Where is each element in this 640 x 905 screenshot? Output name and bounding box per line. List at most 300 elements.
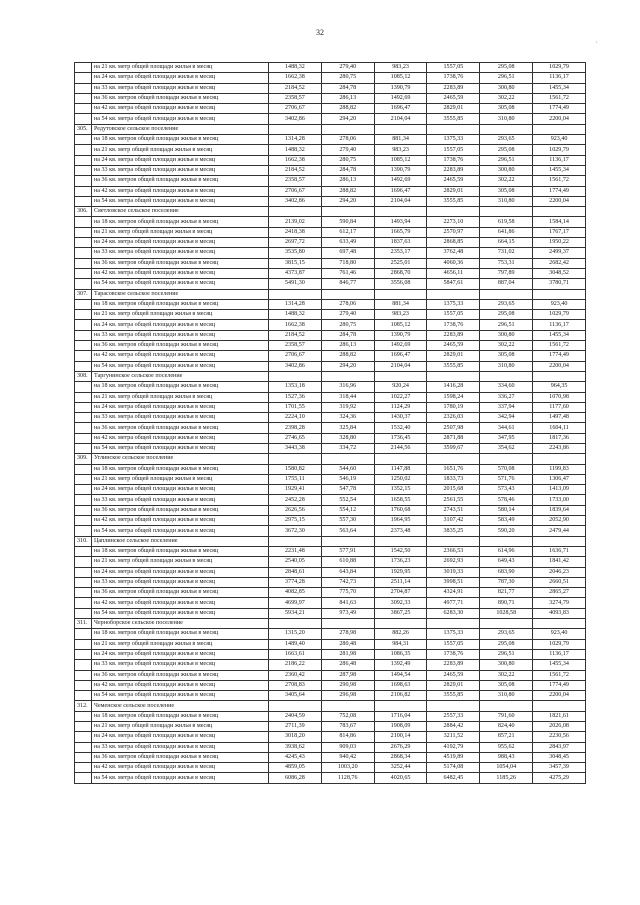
area-norm-label: на 33 кв. метра общей площади жилья в месяц — [92, 248, 269, 258]
value-cell: 787,30 — [480, 577, 533, 587]
value-cell: 1738,76 — [427, 320, 480, 330]
area-norm-label: на 21 кв. метр общей площади жилья в месяц — [92, 310, 269, 320]
row-number — [75, 588, 92, 598]
row-number — [75, 763, 92, 773]
value-cell: 1696,47 — [374, 104, 427, 114]
value-cell — [269, 371, 322, 381]
value-cell: 2708,83 — [269, 680, 322, 690]
value-cell: 1353,18 — [269, 382, 322, 392]
row-number: 307. — [75, 289, 92, 299]
area-norm-label: на 33 кв. метра общей площади жилья в месяц — [92, 413, 269, 423]
corner-mark: , — [596, 38, 598, 44]
value-cell: 797,89 — [480, 268, 533, 278]
row-number — [75, 752, 92, 762]
area-norm-label: на 36 кв. метров общей площади жилья в месяц — [92, 341, 269, 351]
value-cell: 761,46 — [321, 268, 374, 278]
value-cell: 305,08 — [480, 104, 533, 114]
value-cell: 1561,72 — [533, 341, 586, 351]
value-cell — [427, 536, 480, 546]
table-row — [75, 310, 586, 320]
value-cell: 2104,04 — [374, 196, 427, 206]
table-row — [75, 516, 586, 526]
value-cell: 1561,72 — [533, 176, 586, 186]
table-row — [75, 711, 586, 721]
value-cell: 325,84 — [321, 423, 374, 433]
value-cell: 1375,33 — [427, 629, 480, 639]
value-cell: 2273,10 — [427, 217, 480, 227]
value-cell: 328,80 — [321, 433, 374, 443]
value-cell: 1029,79 — [533, 310, 586, 320]
table-row — [75, 722, 586, 732]
table-row — [75, 392, 586, 402]
row-number — [75, 341, 92, 351]
value-cell: 2746,65 — [269, 433, 322, 443]
value-cell: 890,71 — [480, 598, 533, 608]
section-row — [75, 207, 586, 217]
table-row — [75, 639, 586, 649]
value-cell: 334,60 — [480, 382, 533, 392]
area-norm-label: на 42 кв. метра общей площади жилья в месяц — [92, 680, 269, 690]
value-cell: 5934,21 — [269, 608, 322, 618]
row-number — [75, 83, 92, 93]
table-row — [75, 402, 586, 412]
value-cell: 821,77 — [480, 588, 533, 598]
value-cell: 324,36 — [321, 413, 374, 423]
value-cell: 2743,51 — [427, 505, 480, 515]
value-cell: 3815,15 — [269, 258, 322, 268]
value-cell — [374, 536, 427, 546]
value-cell: 1455,34 — [533, 165, 586, 175]
value-cell: 3835,25 — [427, 526, 480, 536]
table-row — [75, 691, 586, 701]
table-row — [75, 165, 586, 175]
area-norm-label: на 21 кв. метр общей площади жилья в месяц — [92, 474, 269, 484]
value-cell: 4859,05 — [269, 763, 322, 773]
value-cell: 3762,48 — [427, 248, 480, 258]
value-cell: 1390,79 — [374, 165, 427, 175]
value-cell: 2358,57 — [269, 93, 322, 103]
value-cell: 753,31 — [480, 258, 533, 268]
area-norm-label: на 54 кв. метра общей площади жилья в месяц — [92, 196, 269, 206]
value-cell: 1736,23 — [374, 557, 427, 567]
row-number — [75, 186, 92, 196]
area-norm-label: на 42 кв. метра общей площади жилья в месяц — [92, 268, 269, 278]
value-cell — [269, 289, 322, 299]
value-cell: 1314,28 — [269, 135, 322, 145]
value-cell: 1070,98 — [533, 392, 586, 402]
value-cell: 984,31 — [374, 639, 427, 649]
value-cell: 1314,28 — [269, 299, 322, 309]
area-norm-label: на 24 кв. метра общей площади жилья в месяц — [92, 485, 269, 495]
table-row — [75, 361, 586, 371]
tariff-table-body — [75, 63, 586, 784]
value-cell: 3457,39 — [533, 763, 586, 773]
value-cell: 2360,42 — [269, 670, 322, 680]
row-number — [75, 691, 92, 701]
row-number — [75, 155, 92, 165]
value-cell: 570,08 — [480, 464, 533, 474]
value-cell: 3555,85 — [427, 691, 480, 701]
table-row — [75, 93, 586, 103]
table-row — [75, 588, 586, 598]
value-cell: 4977,71 — [427, 598, 480, 608]
table-row — [75, 660, 586, 670]
value-cell — [374, 454, 427, 464]
value-cell: 2326,03 — [427, 413, 480, 423]
value-cell: 988,43 — [480, 752, 533, 762]
row-number — [75, 93, 92, 103]
tariff-table — [74, 62, 586, 784]
value-cell: 1701,55 — [269, 402, 322, 412]
row-number: 308. — [75, 371, 92, 381]
table-row — [75, 413, 586, 423]
value-cell: 281,98 — [321, 649, 374, 659]
table-row — [75, 382, 586, 392]
value-cell: 290,98 — [321, 680, 374, 690]
value-cell: 2692,93 — [427, 557, 480, 567]
row-number — [75, 382, 92, 392]
table-row — [75, 104, 586, 114]
table-row — [75, 670, 586, 680]
area-norm-label: на 36 кв. метров общей площади жилья в месяц — [92, 93, 269, 103]
value-cell: 2231,48 — [269, 546, 322, 556]
value-cell: 2398,28 — [269, 423, 322, 433]
table-row — [75, 474, 586, 484]
area-norm-label: на 18 кв. метров общей площади жилья в месяц — [92, 464, 269, 474]
value-cell: 1147,88 — [374, 464, 427, 474]
area-norm-label: на 18 кв. метров общей площади жилья в месяц — [92, 546, 269, 556]
value-cell: 294,20 — [321, 196, 374, 206]
value-cell: 2676,29 — [374, 742, 427, 752]
value-cell — [374, 124, 427, 134]
value-cell: 4699,97 — [269, 598, 322, 608]
area-norm-label: на 33 кв. метра общей площади жилья в месяц — [92, 165, 269, 175]
value-cell: 1557,05 — [427, 145, 480, 155]
value-cell: 742,73 — [321, 577, 374, 587]
value-cell: 1527,36 — [269, 392, 322, 402]
value-cell: 1488,32 — [269, 63, 322, 73]
value-cell: 590,84 — [321, 217, 374, 227]
value-cell: 2682,42 — [533, 258, 586, 268]
value-cell: 955,62 — [480, 742, 533, 752]
value-cell: 334,72 — [321, 443, 374, 453]
value-cell — [269, 124, 322, 134]
value-cell: 5174,08 — [427, 763, 480, 773]
area-norm-label: на 36 кв. метров общей площади жилья в месяц — [92, 588, 269, 598]
value-cell: 278,06 — [321, 299, 374, 309]
value-cell: 2283,89 — [427, 165, 480, 175]
value-cell: 619,58 — [480, 217, 533, 227]
value-cell: 3274,79 — [533, 598, 586, 608]
value-cell: 1767,17 — [533, 227, 586, 237]
value-cell: 296,51 — [480, 320, 533, 330]
table-row — [75, 752, 586, 762]
row-number — [75, 196, 92, 206]
value-cell: 1306,47 — [533, 474, 586, 484]
value-cell: 1085,12 — [374, 73, 427, 83]
value-cell: 1413,09 — [533, 485, 586, 495]
settlement-name: Чеменское сельское поселение — [92, 701, 269, 711]
value-cell: 824,40 — [480, 722, 533, 732]
row-number — [75, 443, 92, 453]
table-row — [75, 217, 586, 227]
value-cell: 590,20 — [480, 526, 533, 536]
value-cell: 4275,29 — [533, 773, 586, 783]
value-cell: 1580,82 — [269, 464, 322, 474]
row-number — [75, 526, 92, 536]
value-cell: 1755,11 — [269, 474, 322, 484]
value-cell: 305,08 — [480, 186, 533, 196]
value-cell: 296,51 — [480, 73, 533, 83]
value-cell: 664,15 — [480, 238, 533, 248]
value-cell: 1494,54 — [374, 670, 427, 680]
value-cell — [269, 536, 322, 546]
value-cell: 1837,63 — [374, 238, 427, 248]
table-row — [75, 330, 586, 340]
area-norm-label: на 21 кв. метр общей площади жилья в месяц — [92, 392, 269, 402]
value-cell: 1390,79 — [374, 330, 427, 340]
row-number — [75, 73, 92, 83]
value-cell: 4082,85 — [269, 588, 322, 598]
value-cell: 1028,58 — [480, 608, 533, 618]
value-cell — [480, 289, 533, 299]
value-cell: 1908,09 — [374, 722, 427, 732]
value-cell: 1658,55 — [374, 495, 427, 505]
area-norm-label: на 54 кв. метра общей площади жилья в месяц — [92, 691, 269, 701]
value-cell: 4192,79 — [427, 742, 480, 752]
value-cell: 573,43 — [480, 485, 533, 495]
row-number: 309. — [75, 454, 92, 464]
value-cell — [533, 701, 586, 711]
value-cell: 882,26 — [374, 629, 427, 639]
row-number — [75, 557, 92, 567]
table-row — [75, 773, 586, 783]
table-row — [75, 732, 586, 742]
value-cell — [321, 124, 374, 134]
area-norm-label: на 42 кв. метра общей площади жилья в месяц — [92, 104, 269, 114]
value-cell: 3402,86 — [269, 196, 322, 206]
value-cell: 302,22 — [480, 176, 533, 186]
value-cell: 923,40 — [533, 135, 586, 145]
value-cell: 2200,04 — [533, 114, 586, 124]
settlement-name: Редутовское сельское поселение — [92, 124, 269, 134]
value-cell: 752,08 — [321, 711, 374, 721]
value-cell — [269, 454, 322, 464]
value-cell — [480, 124, 533, 134]
row-number — [75, 670, 92, 680]
value-cell: 1774,49 — [533, 680, 586, 690]
value-cell: 3867,25 — [374, 608, 427, 618]
area-norm-label: на 54 кв. метра общей площади жилья в месяц — [92, 526, 269, 536]
value-cell: 2104,04 — [374, 114, 427, 124]
value-cell: 6086,28 — [269, 773, 322, 783]
value-cell: 1390,79 — [374, 83, 427, 93]
value-cell: 4245,43 — [269, 752, 322, 762]
value-cell: 3092,33 — [374, 598, 427, 608]
value-cell: 4020,65 — [374, 773, 427, 783]
value-cell — [427, 207, 480, 217]
value-cell: 316,96 — [321, 382, 374, 392]
value-cell: 2243,86 — [533, 443, 586, 453]
table-row — [75, 433, 586, 443]
area-norm-label: на 42 кв. метра общей площади жилья в месяц — [92, 516, 269, 526]
value-cell: 2052,90 — [533, 516, 586, 526]
value-cell: 3774,28 — [269, 577, 322, 587]
table-row — [75, 557, 586, 567]
value-cell: 1375,33 — [427, 299, 480, 309]
value-cell: 814,86 — [321, 732, 374, 742]
area-norm-label: на 54 кв. метра общей площади жилья в месяц — [92, 443, 269, 453]
value-cell: 288,82 — [321, 104, 374, 114]
value-cell: 1022,27 — [374, 392, 427, 402]
value-cell — [533, 289, 586, 299]
value-cell: 2868,70 — [374, 268, 427, 278]
value-cell: 546,19 — [321, 474, 374, 484]
area-norm-label: на 33 кв. метра общей площади жилья в месяц — [92, 577, 269, 587]
value-cell: 3555,85 — [427, 361, 480, 371]
area-norm-label: на 54 кв. метра общей площади жилья в месяц — [92, 608, 269, 618]
value-cell: 3555,85 — [427, 114, 480, 124]
area-norm-label: на 21 кв. метр общей площади жилья в месяц — [92, 145, 269, 155]
value-cell: 284,78 — [321, 330, 374, 340]
table-row — [75, 742, 586, 752]
row-number — [75, 279, 92, 289]
value-cell: 1774,49 — [533, 186, 586, 196]
area-norm-label: на 33 кв. метра общей площади жилья в месяц — [92, 83, 269, 93]
value-cell: 2975,15 — [269, 516, 322, 526]
value-cell: 3780,71 — [533, 279, 586, 289]
value-cell — [480, 619, 533, 629]
area-norm-label: на 21 кв. метр общей площади жилья в месяц — [92, 722, 269, 732]
value-cell: 2557,33 — [427, 711, 480, 721]
row-number — [75, 248, 92, 258]
value-cell: 580,14 — [480, 505, 533, 515]
row-number: 310. — [75, 536, 92, 546]
value-cell — [374, 371, 427, 381]
value-cell: 3048,45 — [533, 752, 586, 762]
value-cell: 6482,45 — [427, 773, 480, 783]
row-number — [75, 330, 92, 340]
value-cell — [533, 454, 586, 464]
value-cell: 4519,89 — [427, 752, 480, 762]
value-cell: 2184,52 — [269, 83, 322, 93]
value-cell: 2868,34 — [374, 752, 427, 762]
value-cell: 612,17 — [321, 227, 374, 237]
area-norm-label: на 54 кв. метра общей площади жилья в месяц — [92, 361, 269, 371]
table-row — [75, 341, 586, 351]
value-cell: 1488,32 — [269, 310, 322, 320]
area-norm-label: на 24 кв. метра общей площади жилья в месяц — [92, 649, 269, 659]
value-cell: 5847,61 — [427, 279, 480, 289]
area-norm-label: на 42 кв. метра общей площади жилья в месяц — [92, 186, 269, 196]
value-cell: 857,21 — [480, 732, 533, 742]
value-cell: 1352,15 — [374, 485, 427, 495]
table-row — [75, 443, 586, 453]
area-norm-label: на 33 кв. метра общей площади жилья в месяц — [92, 742, 269, 752]
value-cell: 2706,67 — [269, 104, 322, 114]
value-cell: 295,08 — [480, 310, 533, 320]
value-cell: 319,92 — [321, 402, 374, 412]
value-cell: 2868,85 — [427, 238, 480, 248]
value-cell: 1085,12 — [374, 320, 427, 330]
value-cell: 1557,05 — [427, 639, 480, 649]
value-cell: 2479,44 — [533, 526, 586, 536]
value-cell: 1662,38 — [269, 320, 322, 330]
value-cell: 2697,72 — [269, 238, 322, 248]
value-cell: 1492,69 — [374, 341, 427, 351]
value-cell: 2561,55 — [427, 495, 480, 505]
value-cell: 278,06 — [321, 135, 374, 145]
value-cell: 577,91 — [321, 546, 374, 556]
value-cell: 1493,94 — [374, 217, 427, 227]
value-cell: 3672,30 — [269, 526, 322, 536]
table-row — [75, 680, 586, 690]
value-cell: 610,88 — [321, 557, 374, 567]
table-row — [75, 505, 586, 515]
value-cell — [480, 371, 533, 381]
section-row — [75, 536, 586, 546]
settlement-name: Таргунинское сельское поселение — [92, 371, 269, 381]
value-cell: 4093,83 — [533, 608, 586, 618]
area-norm-label: на 24 кв. метра общей площади жилья в месяц — [92, 238, 269, 248]
value-cell — [374, 619, 427, 629]
table-row — [75, 268, 586, 278]
value-cell: 302,22 — [480, 93, 533, 103]
value-cell: 280,48 — [321, 639, 374, 649]
value-cell: 2706,67 — [269, 186, 322, 196]
area-norm-label: на 36 кв. метров общей площади жилья в месяц — [92, 670, 269, 680]
area-norm-label: на 54 кв. метра общей площади жилья в месяц — [92, 773, 269, 783]
area-norm-label: на 24 кв. метра общей площади жилья в месяц — [92, 732, 269, 742]
row-number — [75, 639, 92, 649]
table-row — [75, 485, 586, 495]
value-cell: 3535,80 — [269, 248, 322, 258]
value-cell: 1185,26 — [480, 773, 533, 783]
row-number — [75, 649, 92, 659]
value-cell — [427, 701, 480, 711]
value-cell: 1561,72 — [533, 670, 586, 680]
area-norm-label: на 18 кв. метров общей площади жилья в месяц — [92, 217, 269, 227]
value-cell: 1696,47 — [374, 351, 427, 361]
value-cell: 2283,89 — [427, 330, 480, 340]
value-cell: 286,13 — [321, 93, 374, 103]
value-cell — [480, 536, 533, 546]
table-row — [75, 598, 586, 608]
row-number — [75, 680, 92, 690]
table-row — [75, 155, 586, 165]
value-cell: 1136,17 — [533, 73, 586, 83]
value-cell: 2465,59 — [427, 176, 480, 186]
value-cell: 2465,59 — [427, 93, 480, 103]
value-cell: 1497,48 — [533, 413, 586, 423]
row-number: 305. — [75, 124, 92, 134]
value-cell: 1430,37 — [374, 413, 427, 423]
value-cell — [533, 124, 586, 134]
value-cell: 683,90 — [480, 567, 533, 577]
value-cell: 2283,89 — [427, 660, 480, 670]
area-norm-label: на 24 кв. метра общей площади жилья в месяц — [92, 567, 269, 577]
value-cell: 2704,87 — [374, 588, 427, 598]
row-number — [75, 145, 92, 155]
value-cell — [269, 619, 322, 629]
value-cell: 310,80 — [480, 196, 533, 206]
value-cell: 280,75 — [321, 320, 374, 330]
value-cell: 1455,34 — [533, 83, 586, 93]
table-row — [75, 145, 586, 155]
value-cell: 1455,34 — [533, 330, 586, 340]
row-number — [75, 598, 92, 608]
value-cell: 697,48 — [321, 248, 374, 258]
